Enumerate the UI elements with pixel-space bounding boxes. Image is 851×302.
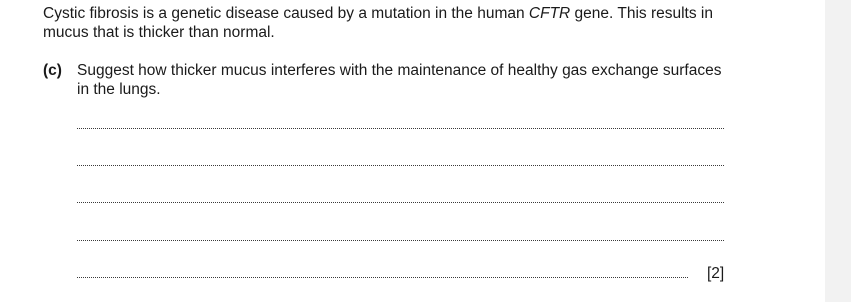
gene-name: CFTR	[528, 5, 571, 22]
marks-label: [2]	[707, 265, 725, 282]
answer-line[interactable]	[77, 277, 688, 278]
intro-paragraph	[43, 4, 743, 42]
question-label: (c)	[43, 62, 62, 79]
answer-line[interactable]	[77, 240, 724, 241]
answer-line[interactable]	[77, 202, 724, 203]
intro-text-before: Cystic fibrosis is a genetic disease caused by a mutation in the human	[43, 5, 529, 22]
question-text: Suggest how thicker mucus interferes with the maintenance of healthy gas exchange surfaces in the lungs.	[77, 62, 722, 98]
answer-line[interactable]	[77, 165, 724, 166]
answer-line[interactable]	[77, 128, 724, 129]
right-margin-strip	[825, 0, 851, 302]
intro-text-after: gene. This results in mucus that is thicker than normal.	[43, 5, 713, 41]
